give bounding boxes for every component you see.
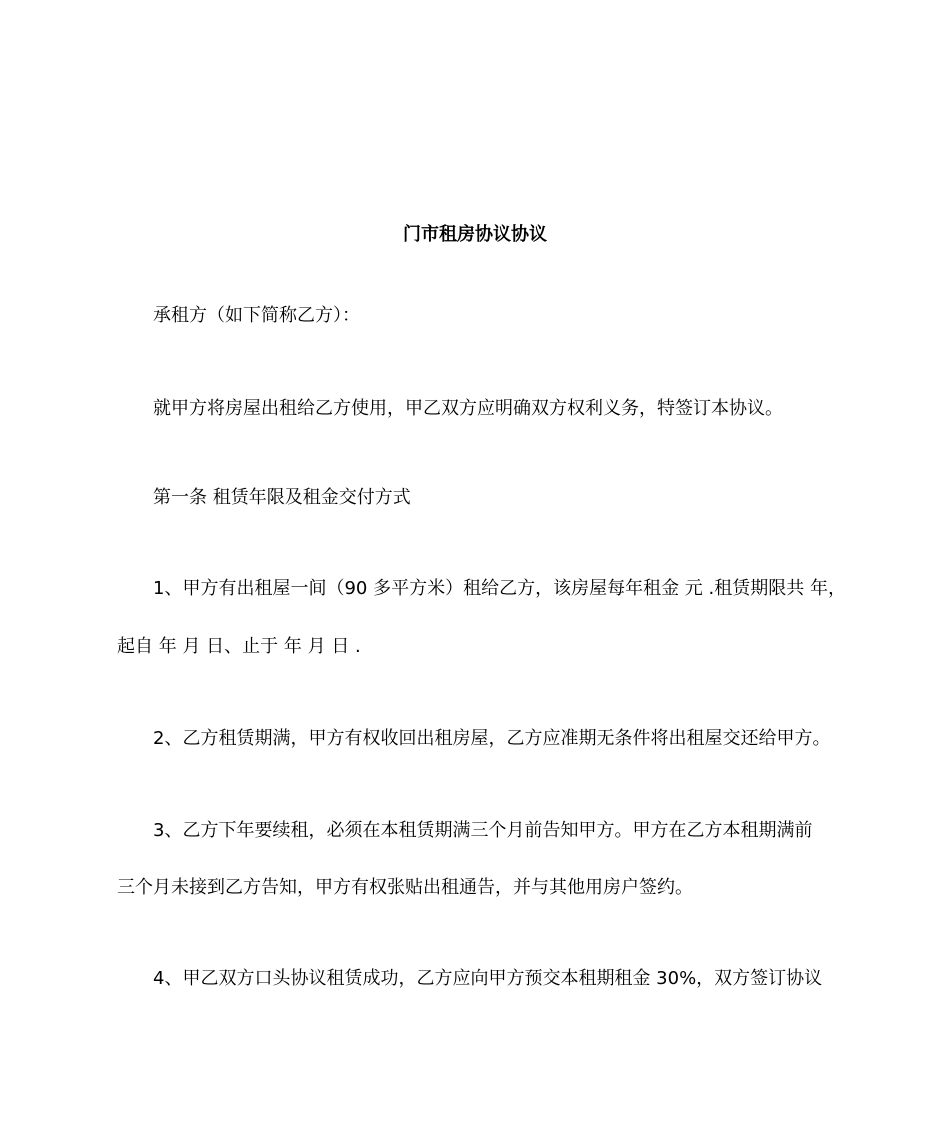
clause-2-line-1: 2、乙方租赁期满，甲方有权收回出租房屋，乙方应准期无条件将出租屋交还给甲方。 [153, 728, 831, 749]
preamble-line: 就甲方将房屋出租给乙方使用，甲乙双方应明确双方权利义务，特签订本协议。 [153, 398, 783, 419]
clause-3-line-2: 三个月未接到乙方告知，甲方有权张贴出租通告，并与其他用房户签约。 [117, 877, 693, 898]
tenant-line: 承租方（如下简称乙方）： [153, 305, 360, 326]
article-one-heading: 第一条 租赁年限及租金交付方式 [153, 487, 411, 508]
clause-1-line-2: 起自 年 月 日、止于 年 月 日 . [117, 636, 361, 657]
clause-4-line-1: 4、甲乙双方口头协议租赁成功，乙方应向甲方预交本租期租金 30%，双方签订协议 [153, 968, 823, 989]
document-title: 门市租房协议协议 [403, 224, 547, 245]
clause-3-line-1: 3、乙方下年要续租，必须在本租赁期满三个月前告知甲方。甲方在乙方本租期满前 [153, 820, 813, 841]
clause-1-line-1: 1、甲方有出租屋一间（90 多平方米）租给乙方，该房屋每年租金 元 .租赁期限共 年， [153, 578, 846, 599]
